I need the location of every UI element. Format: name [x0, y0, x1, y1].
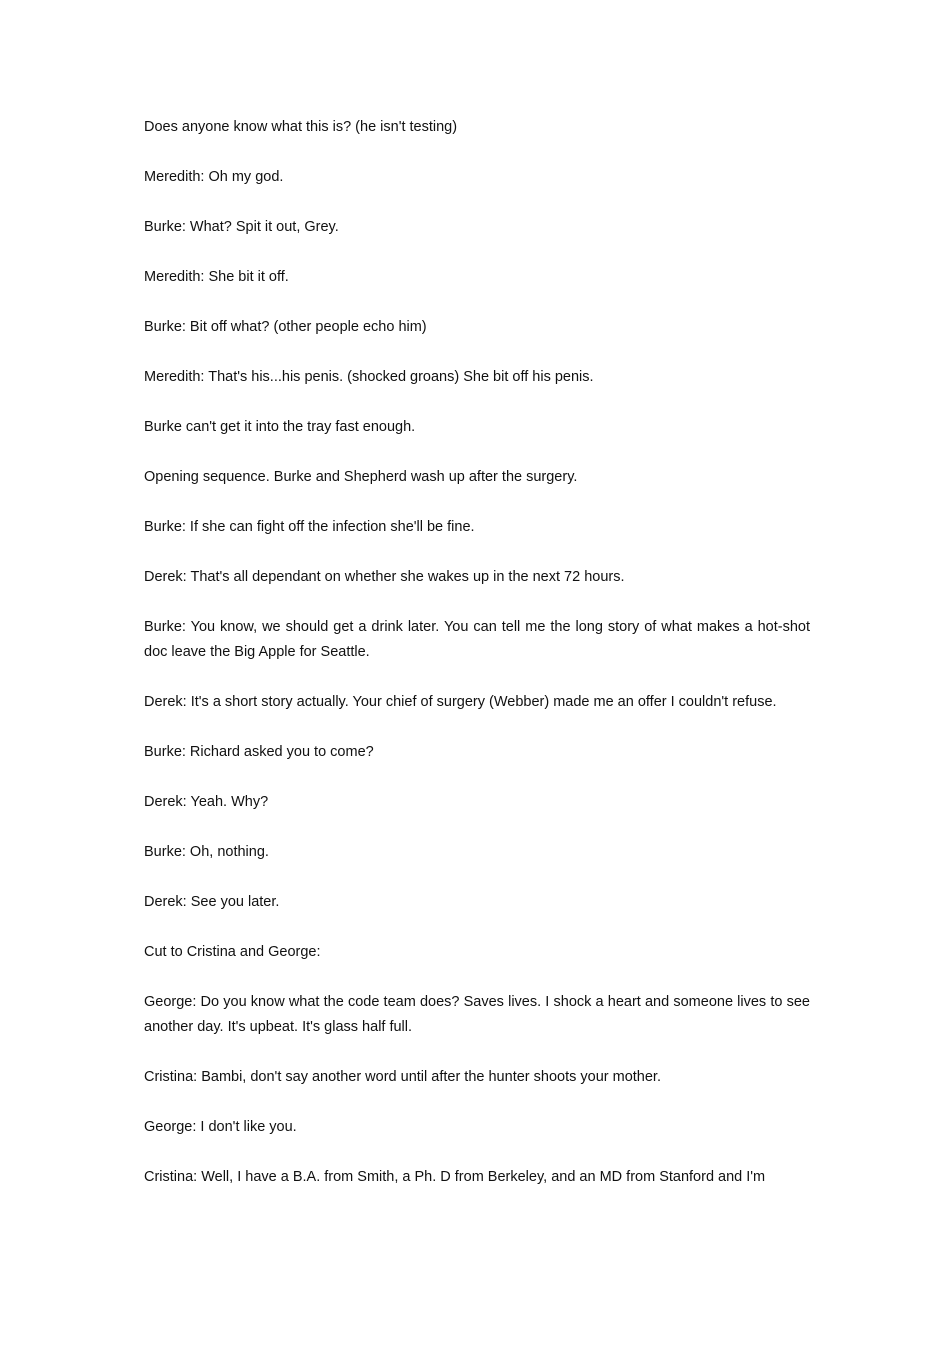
paragraph: Meredith: Oh my god.: [144, 169, 284, 185]
paragraph: Does anyone know what this is? (he isn't testing): [144, 119, 458, 135]
paragraph: Cut to Cristina and George:: [144, 944, 321, 960]
paragraph: George: I don't like you.: [144, 1119, 297, 1135]
paragraph: Burke: Oh, nothing.: [144, 844, 269, 860]
paragraph: Derek: See you later.: [144, 894, 280, 910]
paragraph: Opening sequence. Burke and Shepherd wash up after the surgery.: [144, 469, 578, 485]
paragraph: Meredith: That's his...his penis. (shocked groans) She bit off his penis.: [144, 369, 594, 385]
paragraph: Derek: That's all dependant on whether she wakes up in the next 72 hours.: [144, 569, 625, 585]
paragraph: Cristina: Bambi, don't say another word until after the hunter shoots your mother.: [144, 1069, 661, 1085]
paragraph: George: Do you know what the code team does? Saves lives. I shock a heart and someone lives to see another day. It's upbeat. It's glass half full.: [144, 994, 810, 1035]
paragraph: Burke: You know, we should get a drink later. You can tell me the long story of what makes a hot-shot doc leave the Big Apple for Seattle.: [144, 619, 810, 660]
paragraph: Burke can't get it into the tray fast enough.: [144, 419, 416, 435]
paragraph: Meredith: She bit it off.: [144, 269, 289, 285]
paragraph: Burke: If she can fight off the infection she'll be fine.: [144, 519, 475, 535]
paragraph: Burke: Bit off what? (other people echo him): [144, 319, 427, 335]
paragraph: Derek: Yeah. Why?: [144, 794, 269, 810]
paragraph: Burke: What? Spit it out, Grey.: [144, 219, 339, 235]
paragraph: Cristina: Well, I have a B.A. from Smith, a Ph. D from Berkeley, and an MD from Stanford and I'm: [144, 1169, 766, 1185]
paragraph: Derek: It's a short story actually. Your chief of surgery (Webber) made me an offer I couldn't refuse.: [144, 694, 777, 710]
document-body: [144, 115, 810, 1190]
paragraph: Burke: Richard asked you to come?: [144, 744, 374, 760]
